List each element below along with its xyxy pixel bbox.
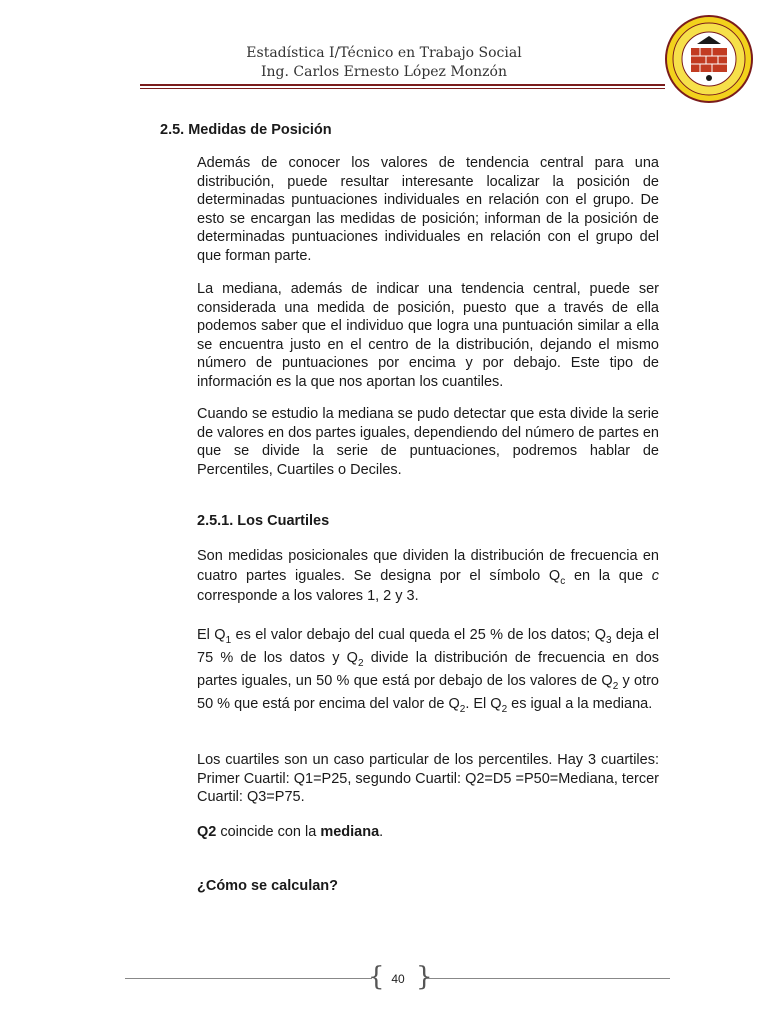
q2-mediana-line: Q2 coincide con la mediana. — [197, 824, 384, 840]
header-course-title: Estadística I/Técnico en Trabajo Social — [246, 45, 522, 61]
subsection-heading: 2.5.1. Los Cuartiles — [197, 513, 330, 529]
left-brace-ornament: { — [368, 962, 385, 992]
section-heading: 2.5. Medidas de Posición — [160, 122, 332, 138]
footer-rule-right — [426, 978, 670, 979]
section-paragraph: Cuando se estudio la mediana se pudo detectar que esta divide la serie de valores en dos partes iguales, dependiendo del número de partes en que se divide la serie de puntuaciones, podremos hablar de Percentiles, Cuartiles o Deciles. — [197, 406, 659, 478]
page-header — [0, 44, 768, 82]
page-number: 40 — [391, 972, 405, 986]
university-seal-logo — [664, 14, 754, 104]
cuartiles-values-paragraph: El $Q_1$ es el valor debajo del cual queda el 25 % de los datos; $Q_3$ deja el 75 % de los datos y $Q_2$ divide la distribución de frecuencia en dos partes iguales, un 50 % que está por debajo de los valores de $Q_2$ y otro 50 % que está por encima del valor de $Q_2$. El $Q_2$ es igual a la mediana. — [197, 627, 660, 715]
section-paragraph: La mediana, además de indicar una tendencia central, puede ser considerada una medida de posición, puesto que a través de ella podemos saber que el individuo que logra una puntuación similar a ella se encuentra justo en el centro de la distribución, dejando el mismo número de puntuaciones por encima y por debajo. Este tipo de información es la que nos aportan los cuantiles. — [197, 281, 659, 390]
header-rule-thick — [140, 84, 665, 86]
footer-rule-left — [125, 978, 372, 979]
cuartiles-definition-paragraph: Son medidas posicionales que dividen la distribución de frecuencia en cuatro partes iguales. Se designa por el símbolo $Q_c$ en la que c corresponde a los valores 1, 2 y 3. — [197, 548, 659, 604]
section-paragraph: Además de conocer los valores de tendencia central para una distribución, puede resultar interesante localizar la posición de determinadas puntuaciones individuales en relación con el grupo. De esto se encargan las medidas de posición; informan de la posición de determinadas puntuaciones individuales en relación con el grupo del que forman parte. — [197, 155, 659, 264]
header-instructor-name: Ing. Carlos Ernesto López Monzón — [260, 64, 507, 80]
right-brace-ornament: } — [416, 962, 433, 992]
header-rule-thin — [140, 88, 665, 89]
cuartiles-percentiles-paragraph: Los cuartiles son un caso particular de los percentiles. Hay 3 cuartiles: Primer Cuartil: Q1=P25, segundo Cuartil: Q2=D5 =P50=Mediana, tercer Cuartil: Q3=P75. — [197, 752, 659, 805]
calculation-question-heading: ¿Cómo se calculan? — [197, 878, 339, 894]
